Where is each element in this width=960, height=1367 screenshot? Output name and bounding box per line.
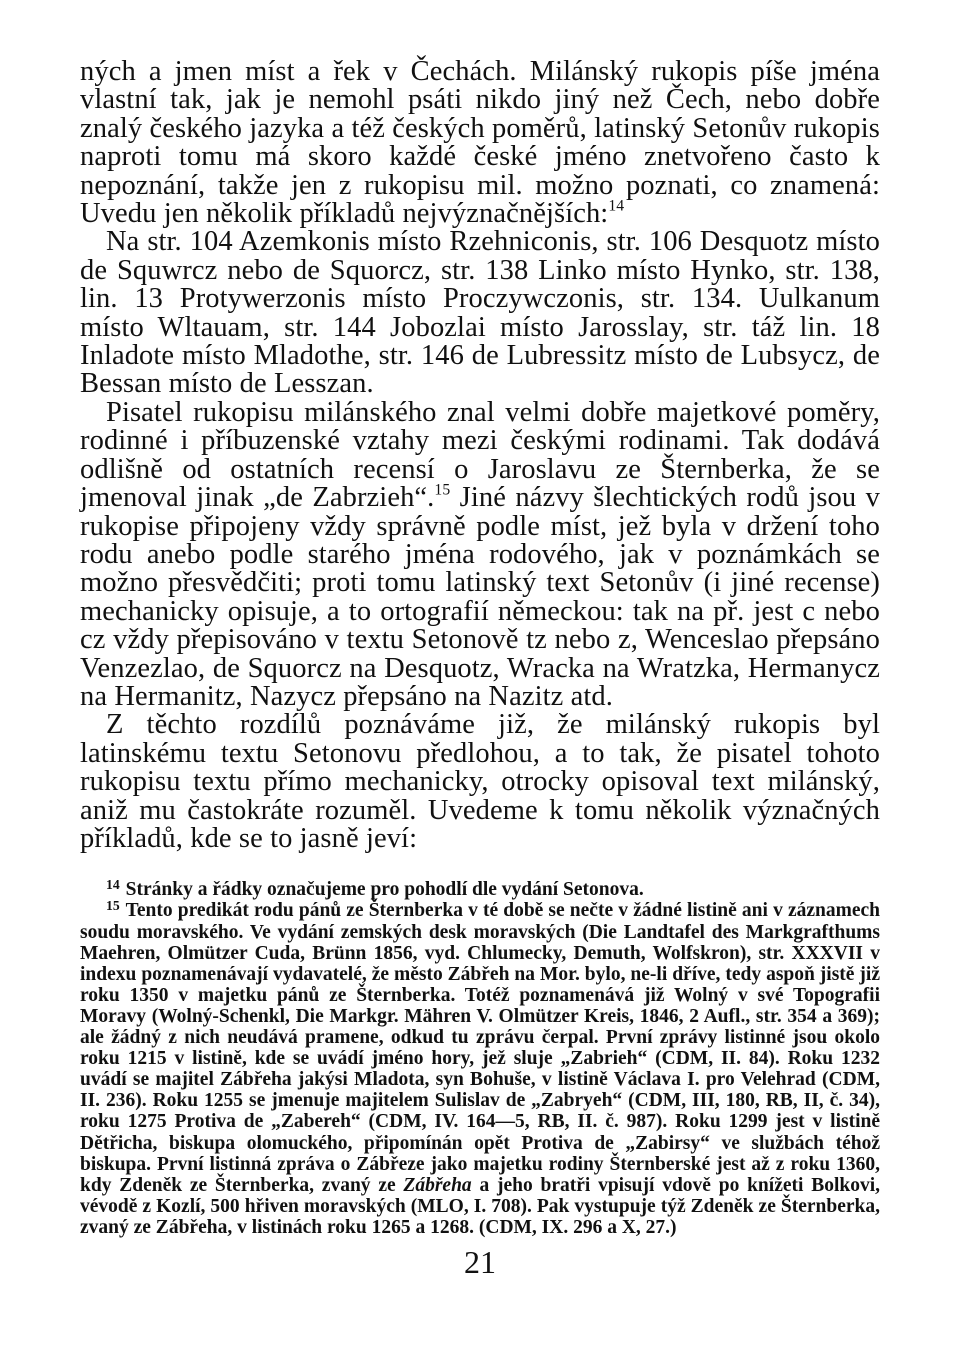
footnote-number: 15 [106,898,120,914]
footnote-ref-15: 15 [434,481,451,499]
paragraph-text: Pisatel rukopisu milánského znal velmi dobře majetkové poměry, rodinné i příbuzenské vztahy mezi českými rodinami. Tak dodává odlišně od ostatních recensí o Jaroslavu ze Šternberka, že se jmenoval jinak „de Zabrzieh“. [80,396,880,514]
footnote-text: Stránky a řádky označujeme pro pohodlí dle vydání Setonova. [125,879,644,901]
paragraph-text: Z těchto rozdílů poznáváme již, že milánský rukopis byl latinskému textu Setonovu předlohou, a to tak, že pisatel tohoto rukopisu textu přímo mechanicky, otrocky opisoval text milánský, aniž mu častokráte rozuměl. Uvedeme k tomu několik význačných příkladů, kde se to jasně jeví: [80,709,880,854]
paragraph-4 [80,711,880,853]
body-text [80,58,880,853]
footnotes [80,879,880,1238]
page-content [80,58,880,1238]
footnote-number: 14 [106,877,120,893]
paragraph-text: ných a jmen míst a řek v Čechách. Milánský rukopis píše jména vlastní tak, jak je nemohl psáti nikdo jiný než Čech, nebo dobře znalý českého jazyka a též českých poměrů, latinský Setonův rukopis naproti tomu má skoro každé české jméno znetvořeno často k nepoznání, takže jen z rukopisu mil. možno poznati, co znamená: Uvedu jen několik příkladů nejvýznačnějších: [80,56,880,230]
footnote-ref-14: 14 [608,197,625,215]
footnote-emphasis: Zábřeha [403,1174,472,1196]
footnote-text: Tento predikát rodu pánů ze Šternberka v té době se nečte v žádné listině ani v záznamech soudu moravského. Ve vydání zemských desk moravských (Die Landtafel des Markgrafthums Maehren, Olmützer Cuda, Brünn 1856, vyd. Chlumecky, Demuth, Wolfskron), str. XXXVII v indexu poznamenávají vydavatelé, že město Zábřeh na Mor. bylo, ne-li dříve, tedy aspoň jistě již roku 1350 v majetku pánů ze Šternberka. Totéž poznamenává již Wolný v své Topografii Moravy (Wolný-Schenkl, Die Markgr. Mähren V. Olmützer Kreis, 1846, 2 Aufl., str. 354 a 369); ale žádný z nich neudává pramene, odkud tu zprávu čerpal. První zprávy listinné jsou okolo roku 1215 v listině, kde se uvádí jméno hory, jež sluje „Zabrieh“ (CDM, II. 84). Roku 1232 uvádí se majitel Zábřeha jakýsi Mladota, syn Bohuše, v listině Václava I. pro Velehrad (CDM, II. 236). Roku 1255 se jmenuje majitelem Sulislav de „Zabryeh“ (CDM, III, 180, RB, II, č. 34), roku 1275 Protiva de „Zabereh“ (CDM, IV. 164—5, RB, II. č. 987). Roku 1299 jest v listině Dětřicha, biskupa olomuckého, připomínán opět Protiva de „Zabirsy“ ve službách téhož biskupa. První listinná zpráva o Zábřeze jako majetku rodiny Šternberské jest až z roku 1360, kdy Zdeněk ze Šternberka, zvaný ze [80,900,880,1196]
paragraph-text: Jiné názvy šlechtických rodů jsou v rukopise připojeny vždy správně podle míst, jež byla v držení toho rodu anebo podle starého jména rodového, jak v poznámkách se možno přesvědčiti; proti tomu latinský text Setonův (i jiné recense) mechanicky opisuje, a to ortografií německou: tak na př. jest c nebo cz vždy přepisováno v textu Setonově tz nebo z, Wenceslao přepsáno Venzezlao, de Squorcz na Desquotz, Wracka na Wratzka, Hermanycz na Hermanitz, Nazycz přepsáno na Nazitz atd. [80,482,880,712]
paragraph-2 [80,228,880,398]
paragraph-3 [80,396,880,712]
footnote-15 [80,900,880,1238]
paragraph-text: Na str. 104 Azemkonis místo Rzehniconis, str. 106 Desquotz místo de Squwrcz nebo de Squorcz, str. 138 Linko místo Hynko, str. 138, lin. 13 Protywerzonis místo Proczywczonis, str. 134. Uulkanum místo Wltauam, str. 144 Jobozlai místo Jarosslay, str. táž lin. 18 Inladote místo Mladothe, str. 146 de Lubressitz místo de Lubsycz, de Bessan místo de Lesszan. [80,226,880,400]
page-number: 21 [464,1244,496,1280]
paragraph-1 [80,58,880,228]
footnote-14 [80,879,880,900]
footnote-text: a jeho bratři vpisují vdově po knížeti Bolkovi, vévodě z Kozlí, 500 hřiven moravských (MLO, I. 708). Pak vystupuje týž Zdeněk ze Šternberka, zvaný ze Zábřeha, v listinách roku 1265 a 1268. (CDM, IX. 296 a X, 27.) [80,1174,881,1238]
